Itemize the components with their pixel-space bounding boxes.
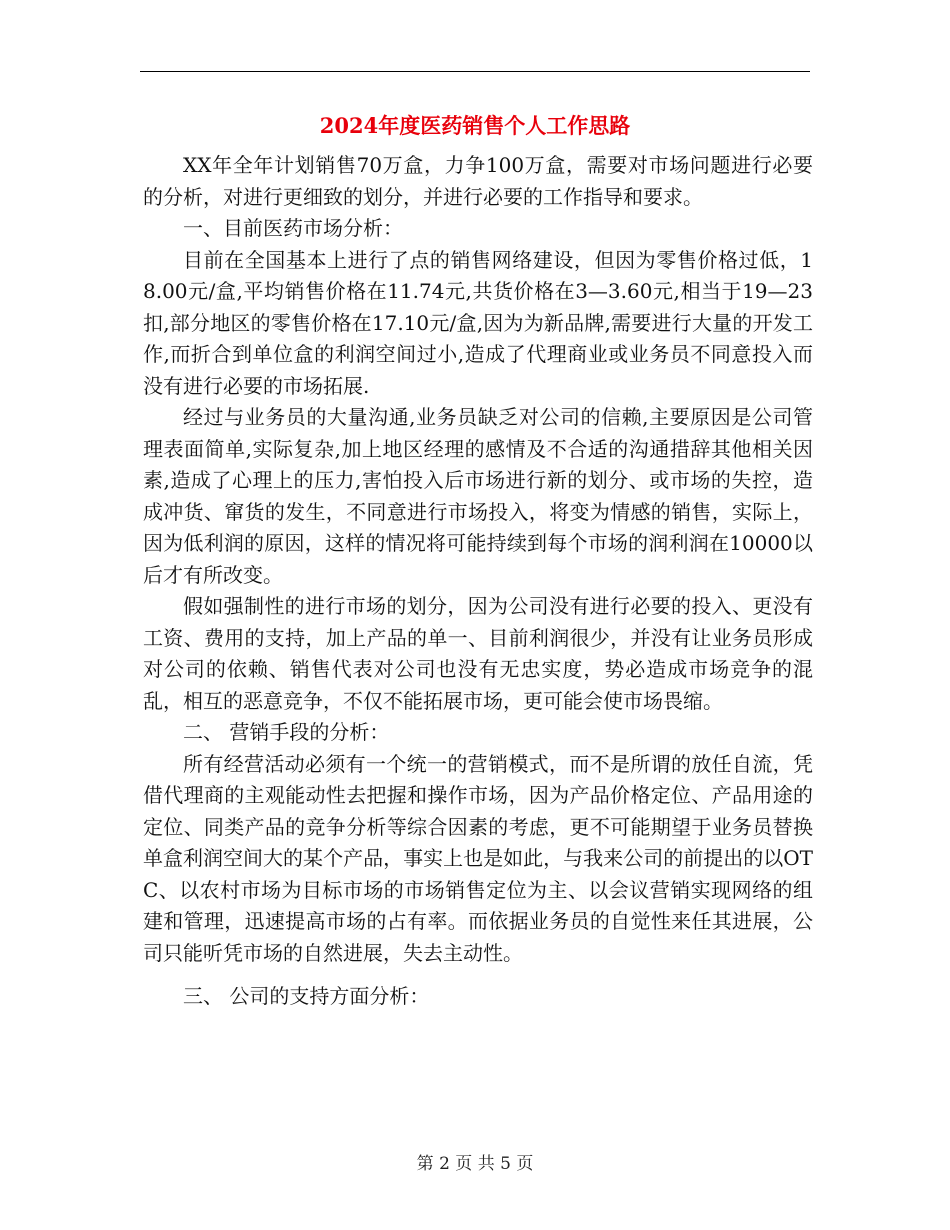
page-number-footer: 第 2 页 共 5 页 xyxy=(416,1154,534,1174)
paragraph-salesman-communication: 经过与业务员的大量沟通,业务员缺乏对公司的信赖,主要原因是公司管理表面简单,实际复杂,加上地区经理的感情及不合适的沟通措辞其他相关因素,造成了心理上的压力,害怕投入后市场进行新的划分、或市场的失控，造成冲货、窜货的发生，不同意进行市场投入，将变为情感的销售，实际上，因为低利润的原因，这样的情况将可能持续到每个市场的润利润在10000以后才有所改变。 xyxy=(143,405,813,587)
document-title: 2024年度医药销售个人工作思路 xyxy=(319,113,631,138)
header-rule xyxy=(140,71,810,72)
section-heading-3: 三、 公司的支持方面分析： xyxy=(183,984,430,1008)
section-heading-1: 一、目前医药市场分析： xyxy=(183,216,403,240)
paragraph-market-pricing: 目前在全国基本上进行了点的销售网络建设，但因为零售价格过低，18.00元/盒,平均销售价格在11.74元,共货价格在3—3.60元,相当于19—23扣,部分地区的零售价格在17.10元/盒,因为为新品牌,需要进行大量的开发工作,而折合到单位盒的利润空间过小,造成了代理商业或业务员不同意投入而没有进行必要的市场拓展. xyxy=(143,247,813,398)
paragraph-intro: XX年全年计划销售70万盒，力争100万盒，需要对市场问题进行必要的分析，对进行更细致的划分，并进行必要的工作指导和要求。 xyxy=(143,153,813,209)
document-body xyxy=(143,150,813,1013)
paragraph-market-division: 假如强制性的进行市场的划分，因为公司没有进行必要的投入、更没有工资、费用的支持，加上产品的单一、目前利润很少，并没有让业务员形成对公司的依赖、销售代表对公司也没有无忠实度，势必造成市场竞争的混乱，相互的恶意竞争，不仅不能拓展市场，更可能会使市场畏缩。 xyxy=(143,594,813,713)
section-heading-2: 二、 营销手段的分析： xyxy=(183,720,390,744)
paragraph-marketing-means: 所有经营活动必须有一个统一的营销模式，而不是所谓的放任自流，凭借代理商的主观能动性去把握和操作市场，因为产品价格定位、产品用途的定位、同类产品的竞争分析等综合因素的考虑，更不可能期望于业务员替换单盒利润空间大的某个产品，事实上也是如此，与我来公司的前提出的以OTC、以农村市场为目标市场的市场销售定位为主、以会议营销实现网络的组建和管理，迅速提高市场的占有率。而依据业务员的自觉性来任其进展，公司只能听凭市场的自然进展，失去主动性。 xyxy=(143,751,813,965)
